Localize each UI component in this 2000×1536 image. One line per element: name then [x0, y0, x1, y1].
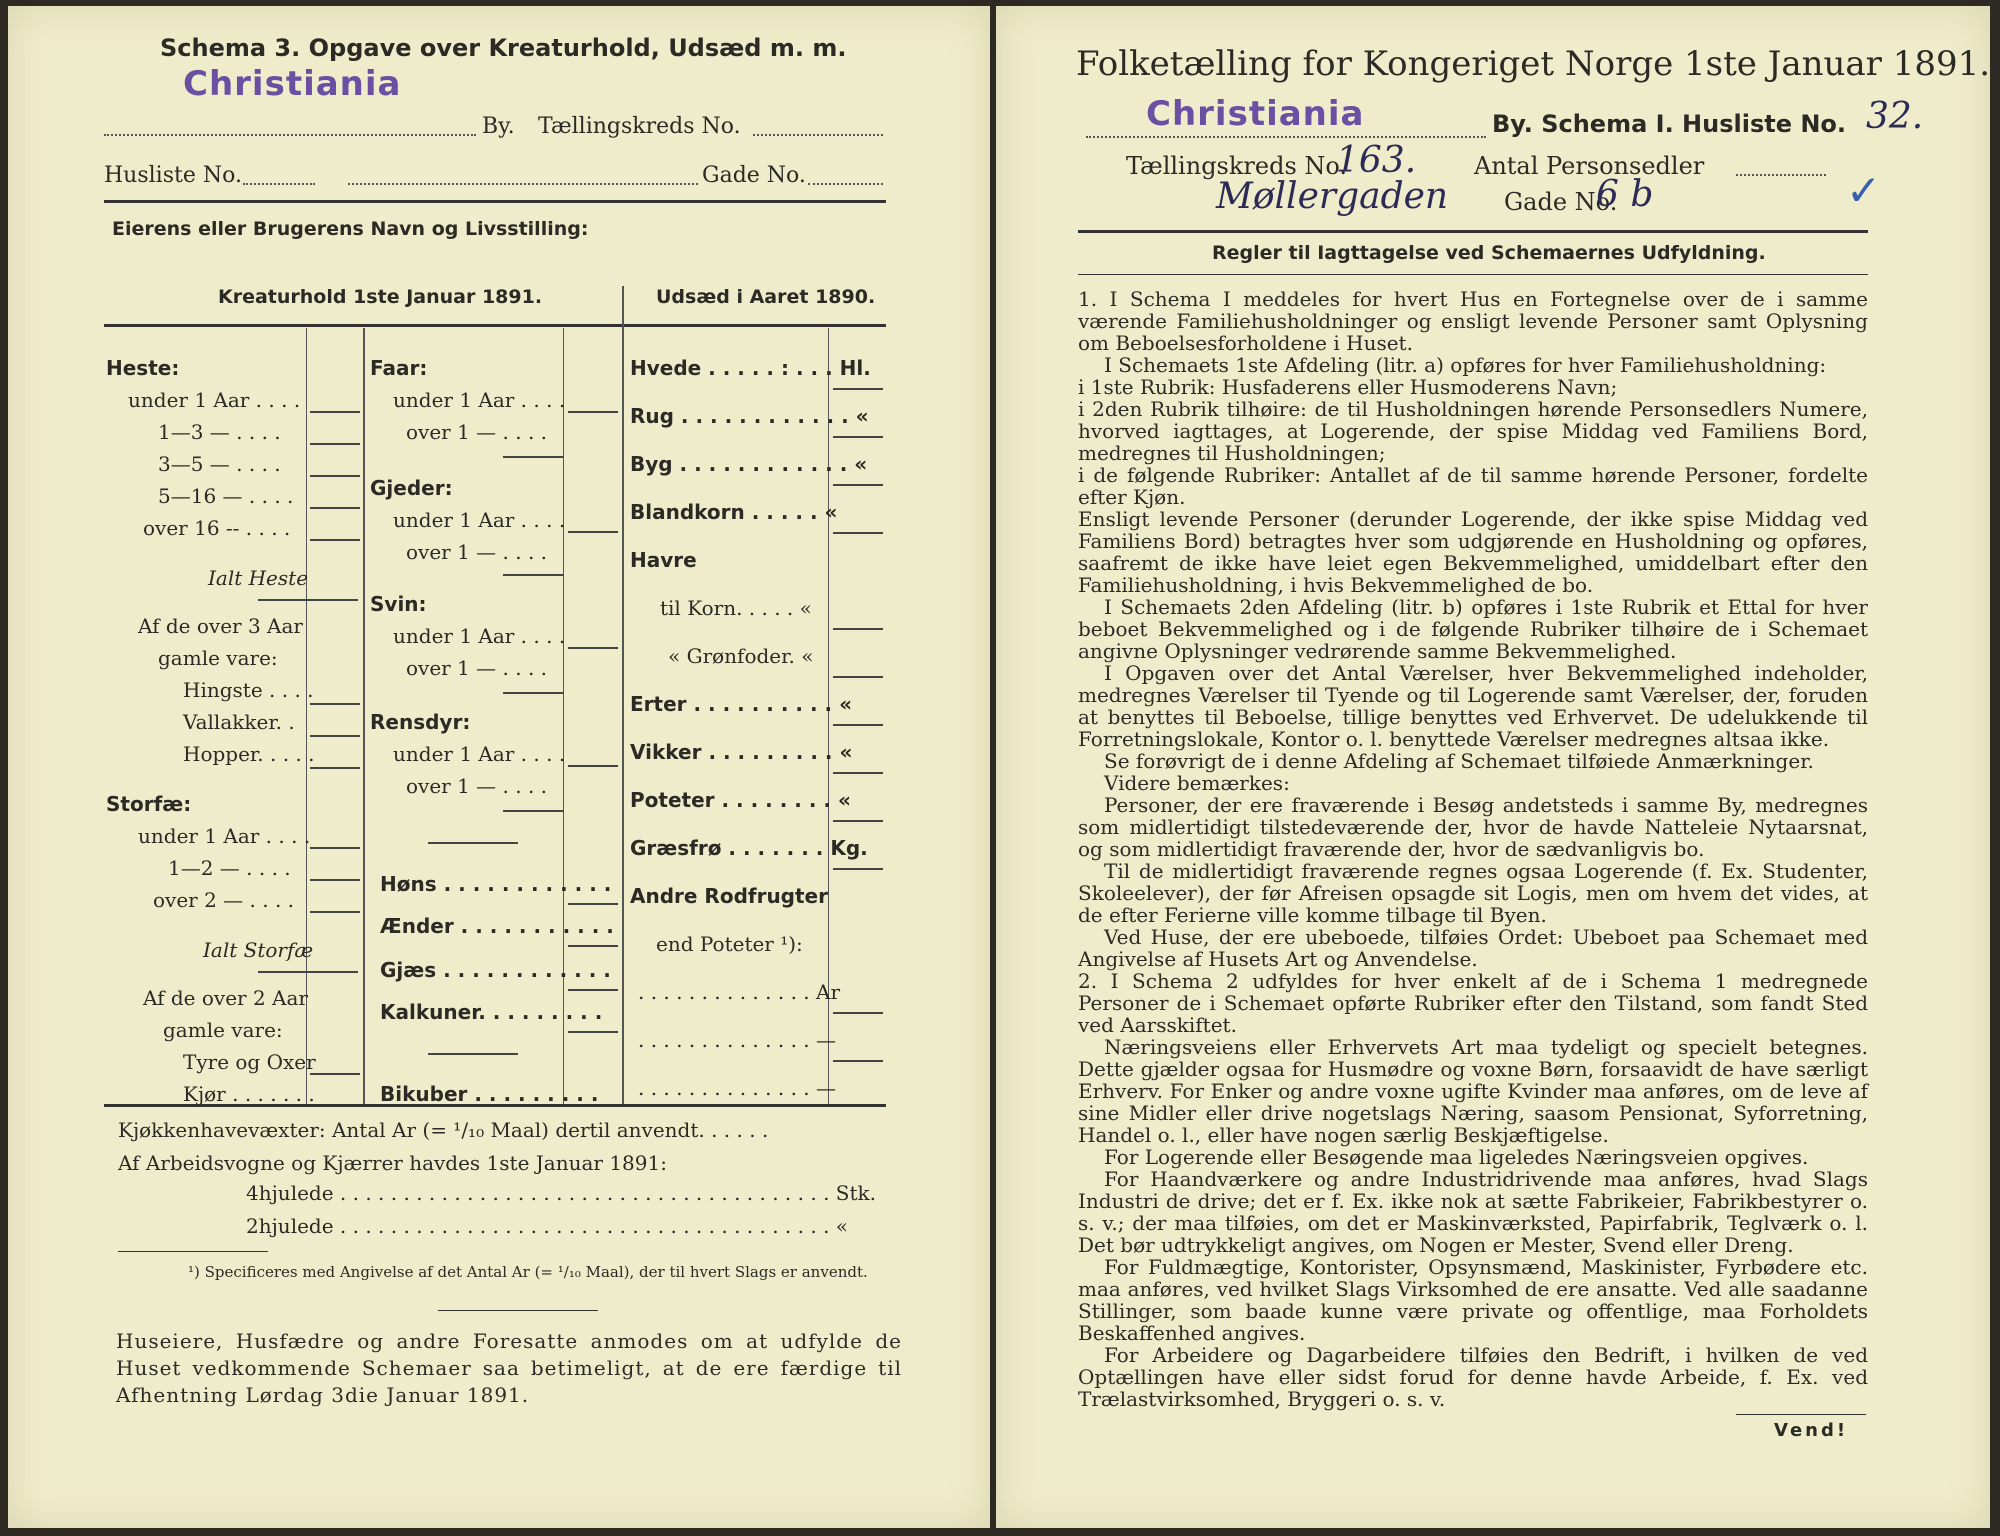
rensdyr-row: under 1 Aar . . . .	[393, 742, 566, 766]
turn-page-label: Vend!	[1774, 1420, 1849, 1441]
two-wheeled-line: 2hjulede . . . . . . . . . . . . . . . . . . . . . . . . . . . . . . . . . . . . . . . «	[246, 1214, 849, 1238]
gjeder-row: under 1 Aar . . . .	[393, 508, 566, 532]
heste-row: 5—16 — . . . .	[158, 484, 294, 508]
schema-husliste-label: By. Schema I. Husliste No.	[1492, 110, 1847, 138]
crop-row: end Poteter ¹):	[656, 932, 803, 956]
crop-row: . . . . . . . . . . . . . . Ar	[638, 980, 841, 1004]
gjeder-title: Gjeder:	[370, 476, 453, 500]
crop-row: Byg . . . . . . . . . . . . «	[630, 452, 868, 476]
four-wheeled-line: 4hjulede . . . . . . . . . . . . . . . . . . . . . . . . . . . . . . . . . . . . . . . Stk.	[246, 1181, 877, 1205]
rule-paragraph: For Logerende eller Besøgende maa ligeledes Næringsveien opgives.	[1104, 1145, 1809, 1169]
rule-paragraph: Videre bemærkes:	[1104, 771, 1290, 795]
crop-row: til Korn. . . . . «	[660, 596, 812, 620]
left-title: Schema 3. Opgave over Kreaturhold, Udsæd m. m.	[160, 34, 847, 62]
rule-paragraph: Personer, der ere fraværende i Besøg andetsteds i samme By, medregnes som midlertidigt tilstedeværende der, hvor de havde Natteleie Nytaarsnat, og som midlertidigt fraværende der, hvor de sædvanligvis bo.	[1078, 793, 1868, 861]
svin-row: under 1 Aar . . . .	[393, 624, 566, 648]
rule-paragraph: Næringsveiens eller Erhvervets Art maa tydeligt og specielt betegnes. Dette gjælder ogsaa for Husmødre og voxne Børn, forsaavidt de have særligt Erhverv. For Enker og andre voxne ugifte Kvinder maa anføres, om de leve af sine Midler eller drive nogetslags Næring, saasom Pensionat, Syforretning, Handel o. l., eller have nogen særlig Beskjæftigelse.	[1078, 1035, 1868, 1147]
heste-row: under 1 Aar . . . .	[128, 388, 301, 412]
sowing-header: Udsæd i Aaret 1890.	[656, 286, 876, 308]
crop-row: « Grønfoder. «	[668, 644, 814, 668]
bikuber-row: Bikuber . . . . . . . . .	[380, 1082, 599, 1106]
crop-row: Erter . . . . . . . . . . «	[630, 692, 853, 716]
rule-paragraph: i 2den Rubrik tilhøire: de til Husholdningen hørende Personsedlers Numere, hvorved iagttages, at Logerende, der spise Middag ved Familiens Bord, medregnes til Husholdningen;	[1078, 397, 1868, 465]
heste-sub-intro: gamle vare:	[158, 646, 278, 670]
storfae-sub-row: Tyre og Oxer	[183, 1050, 316, 1074]
fowl-row: Ænder . . . . . . . . . . .	[380, 914, 614, 938]
rule-paragraph: For Fuldmægtige, Kontorister, Opsynsmænd, Maskinister, Fyrbødere etc. maa anføres, ved hvilket Slags Virksomhed de ere ansatte. Ved alle saadanne Stillinger, som baade kunne være private og offentlige, maa Forholdets Beskaffenhed angives.	[1078, 1255, 1868, 1345]
wagons-line: Af Arbeidsvogne og Kjærrer havdes 1ste Januar 1891:	[118, 1151, 667, 1175]
crop-row: Vikker . . . . . . . . . «	[630, 740, 853, 764]
heste-row: 3—5 — . . . .	[158, 452, 281, 476]
storfae-title: Storfæ:	[106, 792, 192, 816]
footnote: ¹) Specificeres med Angivelse af det Antal Ar (= ¹/₁₀ Maal), der til hvert Slags er anvendt.	[188, 1263, 868, 1281]
left-taellingskreds-label: Tællingskreds No.	[538, 114, 741, 139]
rule-paragraph: For Arbeidere og Dagarbeidere tilføies den Bedrift, i hvilken de ved Optællingen have eller sidst forud for denne havde Arbeide, f. Ex. ved Trælastvirksomhed, Bryggeri o. s. v.	[1078, 1343, 1868, 1411]
rule-paragraph: 2. I Schema 2 udfyldes for hver enkelt af de i Schema 1 medregnede Personer de i Schemaet opførte Rubriker efter den Tilstand, som fandt Sted ved Aarsskiftet.	[1078, 969, 1868, 1037]
crop-row: Havre	[630, 548, 697, 572]
rule-paragraph: I Schemaets 2den Afdeling (litr. b) opføres i 1ste Rubrik et Ettal for hver beboet Bekvemmelighed og i de følgende Rubriker tilhøire de i Schemaet angivne Oplysninger vedrørende samme Bekvemmelighed.	[1078, 595, 1868, 663]
rensdyr-title: Rensdyr:	[370, 710, 471, 734]
fowl-row: Gjæs . . . . . . . . . . . .	[380, 958, 611, 982]
crop-row: Hvede . . . . . : . . . Hl.	[630, 356, 871, 380]
storfae-row: under 1 Aar . . . .	[138, 824, 311, 848]
husliste-number: 32.	[1866, 96, 1924, 137]
right-title: Folketælling for Kongeriget Norge 1ste Januar 1891.	[1076, 44, 1991, 84]
livestock-header: Kreaturhold 1ste Januar 1891.	[218, 286, 543, 308]
storfae-row: over 2 — . . . .	[153, 888, 295, 912]
heste-sub-row: Vallakker. .	[183, 710, 295, 734]
svin-title: Svin:	[370, 592, 427, 616]
heste-row: over 16 -- . . . .	[143, 516, 291, 540]
faar-title: Faar:	[370, 356, 428, 380]
rule-paragraph: Ensligt levende Personer (derunder Logerende, der ikke spise Middag ved Familiens Bord) betragtes hver som udgjørende en Husholdning og opføres, saafremt de ikke have leiet egen Bekvemmelighed, umiddelbart efter den Familiehusholdning, i hvis Bekvemmelighed de bo.	[1078, 507, 1868, 597]
owner-name-label: Eierens eller Brugerens Navn og Livsstilling:	[112, 218, 589, 240]
rensdyr-row: over 1 — . . . .	[406, 774, 548, 798]
svin-row: over 1 — . . . .	[406, 656, 548, 680]
right-page-schema-1	[996, 6, 1990, 1528]
taellingskreds-label: Tællingskreds No.	[1126, 152, 1348, 180]
storfae-total: Ialt Storfæ	[203, 938, 314, 962]
crop-row: Græsfrø . . . . . . . Kg.	[630, 836, 868, 860]
rules-title: Regler til Iagttagelse ved Schemaernes Udfyldning.	[1212, 242, 1766, 264]
gjeder-row: over 1 — . . . .	[406, 540, 548, 564]
rule-paragraph: Til de midlertidigt fraværende regnes ogsaa Logerende (f. Ex. Studenter, Skoleelever), der før Afreisen opsagde sit Logis, men om hvem det vides, at de efter Ferierne ville komme tilbage til Byen.	[1078, 859, 1868, 927]
heste-sub-row: Hopper. . . . .	[183, 742, 315, 766]
taellingskreds-number: 163.	[1336, 140, 1417, 181]
left-husliste-label: Husliste No.	[104, 163, 242, 188]
faar-row: under 1 Aar . . . .	[393, 388, 566, 412]
rule-paragraph: I Schemaets 1ste Afdeling (litr. a) opføres for hver Familiehusholdning:	[1104, 353, 1827, 377]
gade-label: Gade No.	[1504, 188, 1618, 216]
street-name: Møllergaden	[1216, 176, 1449, 217]
fowl-row: Kalkuner. . . . . . . . .	[380, 1000, 603, 1024]
crop-row: . . . . . . . . . . . . . . —	[638, 1076, 837, 1100]
storfae-sub-intro: gamle vare:	[163, 1018, 283, 1042]
fowl-row: Høns . . . . . . . . . . . .	[380, 872, 612, 896]
storfae-row: 1—2 — . . . .	[168, 856, 291, 880]
heste-title: Heste:	[106, 356, 180, 380]
faar-row: over 1 — . . . .	[406, 420, 548, 444]
crop-row: . . . . . . . . . . . . . . —	[638, 1028, 837, 1052]
check-mark-icon: ✓	[1846, 166, 1882, 215]
left-city-stamp: Christiania	[183, 64, 402, 104]
rule-paragraph: i 1ste Rubrik: Husfaderens eller Husmoderens Navn;	[1078, 375, 1618, 399]
rule-paragraph: i de følgende Rubriker: Antallet af de til samme hørende Personer, fordelte efter Kjøn.	[1078, 463, 1868, 509]
crop-row: Blandkorn . . . . . «	[630, 500, 838, 524]
crop-row: Rug . . . . . . . . . . . . «	[630, 404, 869, 428]
rule-paragraph: Se forøvrigt de i denne Afdeling af Schemaet tilføiede Anmærkninger.	[1104, 749, 1814, 773]
antal-personsedler-label: Antal Personsedler	[1474, 152, 1705, 180]
right-city-stamp: Christiania	[1146, 94, 1365, 134]
rule-paragraph: I Opgaven over det Antal Værelser, hver Bekvemmelighed indeholder, medregnes Værelser til Tyende og til Logerende samt Værelser, der, foruden at benyttes til Beboelse, tillige benyttes ved Erhvervet. De udelukkende til Forretningslokale, Kontor o. l. benyttede Værelser medregnes altsaa ikke.	[1078, 661, 1868, 751]
rule-paragraph: For Haandværkere og andre Industridrivende maa anføres, hvad Slags Industri de drive; det er f. Ex. ikke nok at sætte Fabrikeier, Fabrikbestyrer o. s. v.; der maa tilføies, om det er Maskinværksted, Papirfabrik, Teglværk o. l. Det bør udtrykkeligt angives, om Nogen er Mester, Svend eller Dreng.	[1078, 1167, 1868, 1257]
left-page-schema-3	[8, 6, 990, 1528]
gade-number: 6 b	[1596, 174, 1654, 215]
left-gade-label: Gade No.	[702, 163, 806, 188]
crop-row: Andre Rodfrugter	[630, 884, 828, 908]
heste-sub-row: Hingste . . . .	[183, 678, 314, 702]
heste-total: Ialt Heste	[208, 566, 309, 590]
heste-row: 1—3 — . . . .	[158, 420, 281, 444]
heste-sub-intro: Af de over 3 Aar	[138, 614, 303, 638]
rule-paragraph: Ved Huse, der ere ubeboede, tilføies Ordet: Ubeboet paa Schemaet med Angivelse af Husets Art og Anvendelse.	[1078, 925, 1868, 971]
left-by-label: By.	[482, 114, 515, 139]
closing-notice: Huseiere, Husfædre og andre Foresatte anmodes om at udfylde de Huset vedkommende Schemaer saa betimeligt, at de ere færdige til Afhentning Lørdag 3die Januar 1891.	[116, 1329, 902, 1407]
kitchen-garden-line: Kjøkkenhavevæxter: Antal Ar (= ¹/₁₀ Maal) dertil anvendt. . . . . .	[118, 1118, 769, 1142]
rule-paragraph: 1. I Schema I meddeles for hvert Hus en Fortegnelse over de i samme værende Familiehusholdninger og ensligt levende Personer samt Oplysning om Beboelsesforholdene i Huset.	[1078, 287, 1868, 355]
storfae-sub-intro: Af de over 2 Aar	[143, 986, 308, 1010]
storfae-sub-row: Kjør . . . . . . .	[183, 1082, 315, 1106]
crop-row: Poteter . . . . . . . . «	[630, 788, 851, 812]
